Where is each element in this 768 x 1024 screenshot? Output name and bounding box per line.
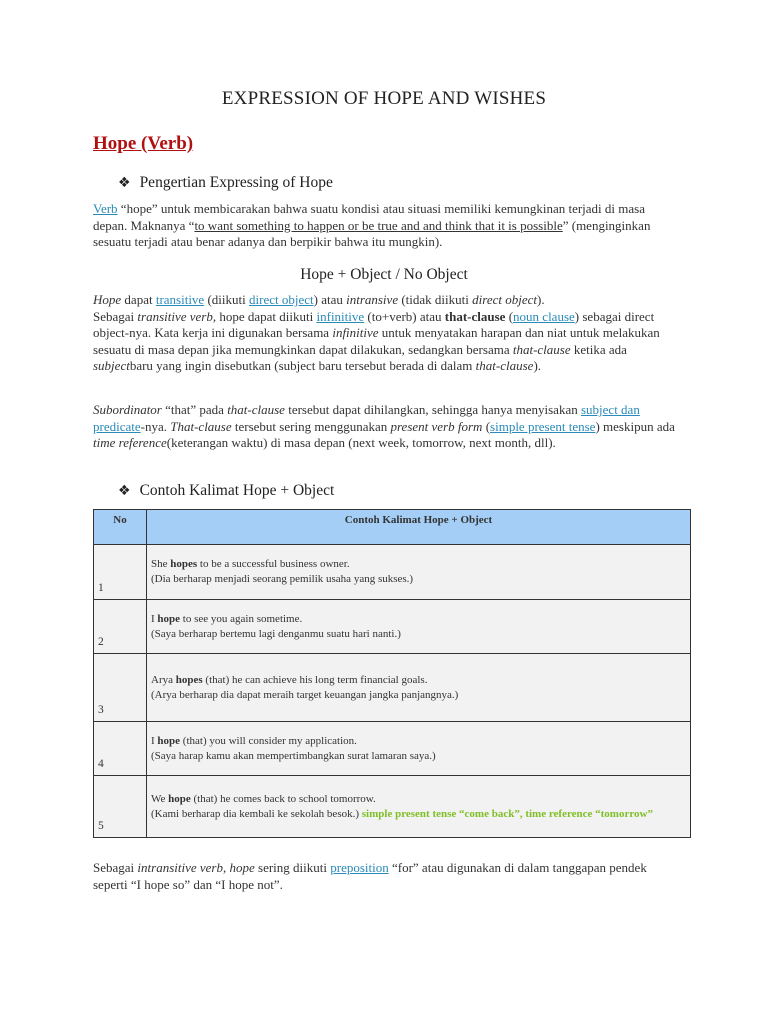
grammar-note: simple present tense “come back”, time reference “tomorrow”	[359, 807, 653, 820]
examples-table	[93, 509, 691, 838]
header-no: No	[94, 510, 147, 545]
text: I	[151, 612, 158, 625]
link-simple-present-tense[interactable]: simple present tense	[490, 418, 596, 434]
text-italic: hope	[229, 860, 255, 875]
text: ) atau	[313, 292, 347, 307]
paragraph-subordinator	[93, 402, 678, 452]
link-direct-object[interactable]: direct object	[249, 292, 314, 307]
text-bold: hope	[157, 734, 181, 747]
text: (tidak diikuti	[398, 292, 473, 307]
text-bold: hope	[168, 792, 191, 805]
section-heading-contoh	[118, 482, 334, 500]
text: (that) you will consider my application.	[180, 734, 357, 747]
text: (diikuti	[204, 292, 249, 307]
diamond-bullet-icon: ❖	[118, 175, 131, 191]
text: “for” atau digunakan di dalam tanggapan pendek seperti “I hope so” dan “I hope not”.	[93, 860, 647, 892]
subheading-hope-object: Hope + Object / No Object	[300, 266, 468, 283]
text: ) sebagai direct object-nya. Kata kerja ini digunakan bersama	[93, 308, 655, 341]
text: , hope dapat diikuti	[212, 308, 317, 324]
translation: (Saya berharap bertemu lagi denganmu suatu hari nanti.)	[151, 627, 401, 640]
text-italic: That-clause	[170, 418, 232, 434]
section-heading-text: Pengertian Expressing of Hope	[139, 174, 333, 191]
text-italic: present verb form	[390, 418, 483, 434]
table-header-row	[94, 510, 691, 545]
text: dapat	[121, 292, 156, 307]
translation: (Kami berharap dia kembali ke sekolah besok.)	[151, 807, 360, 820]
table-row	[94, 545, 691, 600]
text: baru yang ingin disebutkan (subject baru tersebut berada di dalam	[129, 358, 476, 374]
text-bold: hope	[157, 612, 181, 625]
text-italic: infinitive	[332, 325, 379, 341]
row-example	[147, 600, 691, 654]
row-example	[147, 776, 691, 838]
document-title: EXPRESSION OF HOPE AND WISHES	[221, 88, 547, 109]
text: (that) he comes back to school tomorrow.	[190, 792, 376, 805]
table-row	[94, 600, 691, 654]
text-italic: Hope	[93, 292, 122, 307]
heading-hope-verb: Hope (Verb)	[93, 133, 194, 154]
header-contoh: Contoh Kalimat Hope + Object	[147, 510, 691, 545]
text-bold: hopes	[175, 673, 203, 686]
link-noun-clause[interactable]: noun clause	[513, 308, 575, 324]
section-heading-pengertian	[118, 174, 333, 192]
text: tersebut dapat dihilangkan, sehingga hanya menyisakan	[284, 402, 581, 417]
table-row	[94, 776, 691, 838]
text: “hope” untuk membicarakan bahwa suatu kondisi atau situasi memiliki kemungkinan terjadi di masa depan. Maknanya “	[93, 201, 645, 233]
text-italic: intransitive verb	[137, 860, 223, 875]
text-italic: direct object	[472, 292, 537, 307]
text: (keterangan waktu) di masa depan (next week, tomorrow, next month, dll).	[166, 435, 556, 451]
text-italic: intransive	[346, 292, 399, 307]
text: ketika ada	[570, 341, 627, 357]
text: ” (menginginkan sesuatu terjadi atau benar adanya dan berpikir bahwa itu mungkin).	[93, 217, 651, 250]
row-number: 1	[94, 545, 147, 600]
link-transitive[interactable]: transitive	[155, 292, 205, 307]
text: to be a successful business owner.	[197, 558, 350, 570]
text: tersebut sering menggunakan	[231, 418, 391, 434]
text: ) meskipun ada	[595, 418, 675, 434]
paragraph-transitive	[93, 292, 678, 375]
row-number: 3	[94, 654, 147, 722]
underlined-meaning: to want something to happen or be true and and think that it is possible	[194, 217, 563, 233]
text: ).	[533, 358, 542, 374]
text-italic: that-clause	[475, 358, 534, 374]
text-italic: that-clause	[227, 402, 285, 417]
text-italic: Subordinator	[93, 402, 162, 417]
text: ,	[222, 860, 230, 875]
text: Arya	[151, 673, 176, 686]
translation: (Saya harap kamu akan mempertimbangkan surat lamaran saya.)	[151, 749, 436, 762]
table-row	[94, 654, 691, 722]
link-infinitive[interactable]: infinitive	[316, 308, 365, 324]
translation: (Arya berharap dia dapat meraih target keuangan jangka panjangnya.)	[151, 688, 459, 701]
link-preposition[interactable]: preposition	[330, 860, 389, 875]
text-bold: hopes	[170, 558, 198, 570]
row-example	[147, 722, 691, 776]
table-row	[94, 722, 691, 776]
text: I	[151, 734, 158, 747]
text-bold: that-clause	[444, 308, 506, 324]
link-subject-predicate[interactable]: subject dan predicate	[93, 402, 640, 434]
text: sering diikuti	[254, 860, 331, 875]
link-verb[interactable]: Verb	[93, 201, 118, 216]
text: ).	[536, 292, 545, 307]
row-number: 2	[94, 600, 147, 654]
text: Sebagai	[93, 860, 138, 875]
text: “that” pada	[161, 402, 228, 417]
section-heading-text: Contoh Kalimat Hope + Object	[139, 482, 335, 499]
text: (	[482, 418, 491, 434]
text-italic: transitive verb	[137, 308, 213, 324]
text: untuk menyatakan harapan dan niat untuk melakukan sesuatu di masa depan jika memungkinkan dapat dilakukan, sedangkan bersama	[93, 325, 660, 357]
row-number: 5	[94, 776, 147, 838]
paragraph-definition	[93, 201, 678, 251]
text: (to+verb) atau	[364, 308, 445, 324]
text: -nya.	[140, 418, 171, 434]
text: to see you again sometime.	[180, 612, 303, 625]
paragraph-intransitive	[93, 860, 678, 893]
row-example	[147, 654, 691, 722]
row-number: 4	[94, 722, 147, 776]
translation: (Dia berharap menjadi seorang pemilik usaha yang sukses.)	[151, 573, 414, 585]
text: We	[151, 792, 169, 805]
row-example	[147, 545, 691, 600]
text: (	[505, 308, 514, 324]
text: Sebagai	[93, 308, 138, 324]
diamond-bullet-icon: ❖	[118, 483, 131, 499]
text-italic: that-clause	[512, 341, 571, 357]
text-italic: time reference	[93, 435, 167, 451]
text: (that) he can achieve his long term financial goals.	[202, 673, 428, 686]
text: She	[151, 558, 171, 570]
text-italic: subject	[93, 358, 130, 374]
